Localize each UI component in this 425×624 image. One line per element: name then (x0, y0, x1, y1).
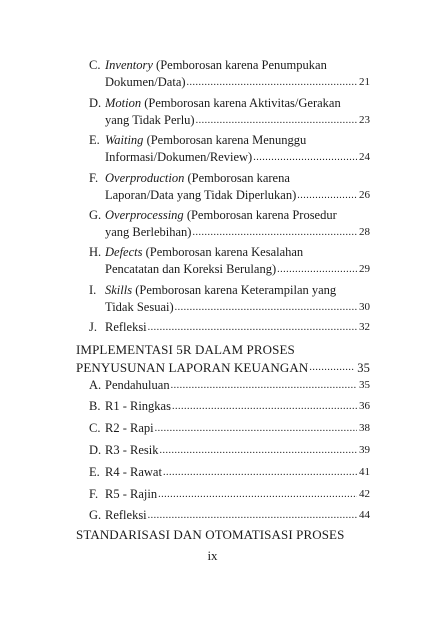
entry-title-cont: Dokumen/Data) (105, 75, 186, 89)
toc-entry-r3[interactable] (89, 442, 370, 459)
page-folio: ix (207, 548, 218, 563)
dot-leader (171, 377, 357, 394)
chapter-title: STANDARISASI DAN OTOMATISASI PROSES (76, 527, 345, 542)
chapter-title-cont: PENYUSUNAN LAPORAN KEUANGAN (76, 360, 309, 375)
entry-term: Overprocessing (105, 208, 184, 222)
dot-leader (277, 261, 357, 278)
toc-entry-pendahuluan[interactable] (89, 377, 370, 394)
entry-title: (Pemborosan karena Prosedur (183, 208, 337, 222)
dot-leader (158, 486, 357, 503)
entry-letter: H. (89, 245, 102, 259)
entry-title: R4 - Rawat (105, 465, 162, 479)
page-number: 41 (359, 466, 370, 478)
toc-chapter-5r[interactable] (76, 341, 370, 377)
dot-leader (155, 420, 357, 437)
entry-title: R3 - Resik (105, 443, 159, 457)
dot-leader (196, 112, 357, 129)
entry-title-cont: yang Tidak Perlu) (105, 113, 195, 127)
page-number: 44 (359, 509, 370, 521)
entry-title: R5 - Rajin (105, 487, 158, 501)
entry-term: Waiting (105, 133, 144, 147)
toc-entry-defects[interactable] (89, 244, 370, 278)
entry-title: (Pemborosan karena Penumpukan (152, 58, 327, 72)
dot-leader (309, 359, 355, 377)
toc-entry-skills[interactable] (89, 282, 370, 316)
page-number: 29 (359, 263, 370, 275)
toc-entry-motion[interactable] (89, 95, 370, 129)
entry-term: Skills (105, 283, 133, 297)
entry-title-cont: yang Berlebihan) (105, 225, 192, 239)
toc-entry-overproduction[interactable] (89, 170, 370, 204)
toc-entry-inventory[interactable] (89, 57, 370, 91)
entry-title: Refleksi (105, 320, 147, 334)
dot-leader (172, 398, 357, 415)
page-number: 35 (357, 361, 370, 375)
entry-title: Refleksi (105, 508, 147, 522)
entry-term: Motion (105, 96, 142, 110)
toc-chapter-standarisasi[interactable] (76, 526, 370, 544)
page-number: 23 (359, 114, 370, 126)
entry-title: (Pemborosan karena Kesalahan (142, 245, 304, 259)
toc-entry-refleksi[interactable] (89, 319, 370, 336)
entry-title-cont: Informasi/Dokumen/Review) (105, 150, 253, 164)
page-number: 26 (359, 189, 370, 201)
page-number: 24 (359, 151, 370, 163)
entry-letter: B. (89, 399, 101, 413)
entry-title: Pendahuluan (105, 378, 170, 392)
entry-title: R2 - Rapi (105, 421, 154, 435)
toc-entry-refleksi-2[interactable] (89, 507, 370, 524)
entry-letter: C. (89, 58, 101, 72)
dot-leader (192, 224, 357, 241)
dot-leader (163, 464, 357, 481)
page-number: 28 (359, 226, 370, 238)
dot-leader (148, 507, 357, 524)
dot-leader (148, 319, 357, 336)
entry-letter: E. (89, 465, 100, 479)
entry-letter: J. (89, 320, 97, 334)
toc-entry-overprocessing[interactable] (89, 207, 370, 241)
entry-term: Inventory (105, 58, 153, 72)
entry-letter: C. (89, 421, 101, 435)
page-number: 30 (359, 301, 370, 313)
page-number: 21 (359, 76, 370, 88)
entry-title-cont: Laporan/Data yang Tidak Diperlukan) (105, 188, 297, 202)
page-number: 32 (359, 321, 370, 333)
page-number: 42 (359, 488, 370, 500)
toc-entry-waiting[interactable] (89, 132, 370, 166)
dot-leader (159, 442, 357, 459)
page-number: 35 (359, 379, 370, 391)
page-number: 39 (359, 444, 370, 456)
entry-title: (Pemborosan karena Menunggu (143, 133, 307, 147)
chapter-title: IMPLEMENTASI 5R DALAM PROSES (76, 342, 295, 357)
entry-title: (Pemborosan karena Keterampilan yang (132, 283, 337, 297)
entry-term: Overproduction (105, 171, 185, 185)
entry-letter: F. (89, 171, 99, 185)
entry-title: (Pemborosan karena Aktivitas/Gerakan (141, 96, 341, 110)
toc-entry-r5[interactable] (89, 486, 370, 503)
entry-letter: A. (89, 378, 102, 392)
entry-term: Defects (105, 245, 143, 259)
entry-title-cont: Pencatatan dan Koreksi Berulang) (105, 262, 277, 276)
dot-leader (175, 299, 357, 316)
entry-title: R1 - Ringkas (105, 399, 171, 413)
entry-title-cont: Tidak Sesuai) (105, 300, 174, 314)
toc-entry-r1[interactable] (89, 398, 370, 415)
dot-leader (297, 187, 357, 204)
page-number: 38 (359, 422, 370, 434)
entry-letter: D. (89, 96, 102, 110)
toc-entry-r4[interactable] (89, 464, 370, 481)
entry-letter: D. (89, 443, 102, 457)
entry-letter: F. (89, 487, 99, 501)
toc-entry-r2[interactable] (89, 420, 370, 437)
entry-letter: I. (89, 283, 97, 297)
dot-leader (187, 74, 357, 91)
entry-letter: G. (89, 508, 102, 522)
entry-letter: E. (89, 133, 100, 147)
entry-title: (Pemborosan karena (184, 171, 290, 185)
page-number: 36 (359, 400, 370, 412)
dot-leader (253, 149, 357, 166)
entry-letter: G. (89, 208, 102, 222)
